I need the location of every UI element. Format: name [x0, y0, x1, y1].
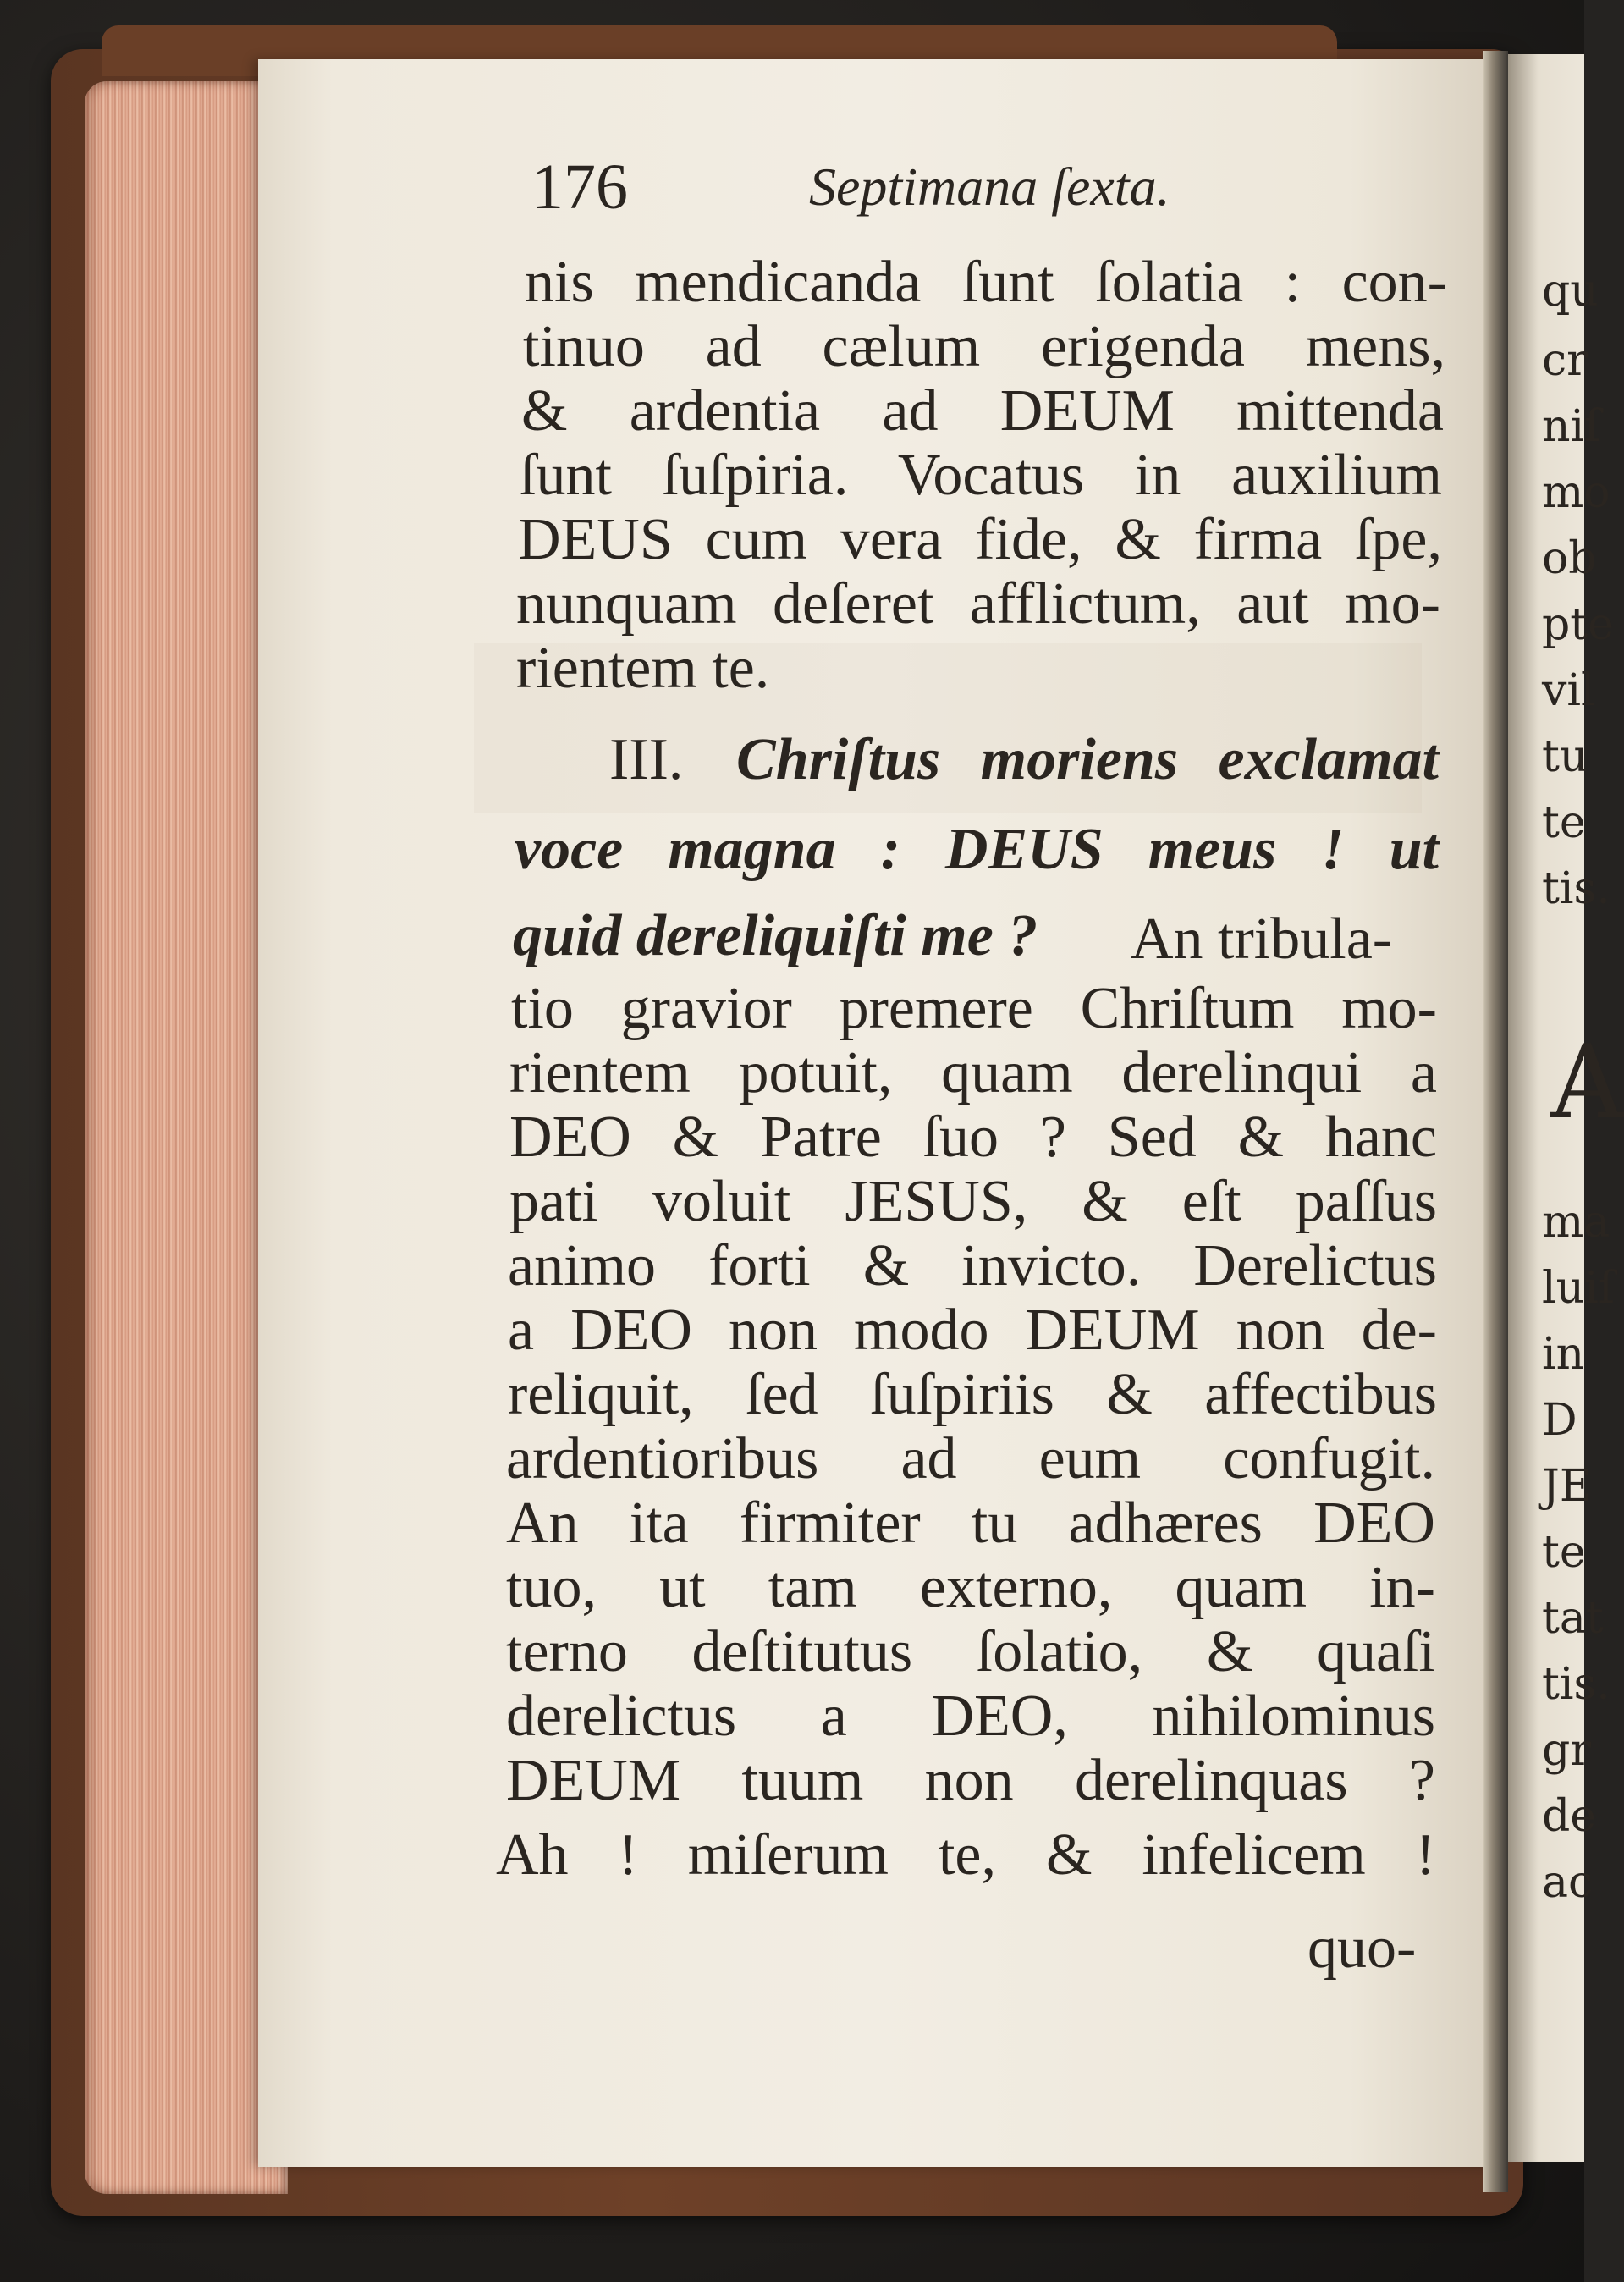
- text-line: derelictus a DEO, nihilominus: [506, 1684, 1435, 1749]
- text-line: a DEO non modo DEUM non de-: [508, 1298, 1437, 1363]
- facing-fragment: mo: [1542, 467, 1610, 518]
- facing-fragment: niſ: [1542, 401, 1601, 452]
- text-line: nis mendicanda ſunt ſolatia : con-: [525, 250, 1447, 315]
- facing-fragment: tat: [1542, 1593, 1604, 1644]
- text-line: terno deſtitutus ſolatio, & quaſi: [506, 1619, 1435, 1684]
- text-line: DEUS cum vera fide, & firma ſpe,: [518, 507, 1442, 572]
- facing-fragment-initial: A: [1550, 1024, 1624, 1142]
- italic-line: voce magna : DEUS meus ! ut: [515, 817, 1439, 882]
- facing-fragment: tis.: [1542, 863, 1610, 914]
- text-line: DEO & Patre ſuo ? Sed & hanc: [509, 1105, 1437, 1170]
- facing-fragment: vil: [1542, 665, 1595, 716]
- facing-fragment: JE: [1542, 1461, 1592, 1512]
- text-line: DEUM tuum non derelinquas ?: [506, 1748, 1435, 1813]
- facing-fragment: cr: [1542, 335, 1588, 386]
- running-head: [531, 151, 1445, 223]
- facing-fragment: D: [1542, 1395, 1577, 1446]
- text-line: reliquit, ſed ſuſpiriis & affectibus: [508, 1362, 1437, 1427]
- italic-line: quid dereliquiſti me ?: [513, 903, 1038, 968]
- text-line: rientem potuit, quam derelinqui a: [509, 1040, 1437, 1105]
- page-edges-red-stained: [85, 81, 288, 2194]
- facing-fragment: luiſ: [1542, 1263, 1615, 1314]
- facing-fragment: in: [1542, 1329, 1585, 1380]
- text-line: animo forti & invicto. Derelictus: [508, 1233, 1437, 1298]
- text-line: An ita firmiter tu adhæres DEO: [506, 1491, 1435, 1556]
- running-title: Septimana ſexta.: [809, 157, 1170, 217]
- facing-fragment: te: [1542, 797, 1586, 848]
- text-line: pati voluit JESUS, & eſt paſſus: [509, 1169, 1437, 1234]
- facing-fragment: tu: [1542, 731, 1588, 782]
- facing-fragment: ac: [1542, 1857, 1594, 1908]
- paragraph-numeral: III.: [609, 727, 684, 792]
- page-number: 176: [531, 152, 628, 223]
- text-line: & ardentia ad DEUM mittenda: [521, 378, 1444, 444]
- text-line: rientem te.: [516, 636, 770, 701]
- text-line: tuo, ut tam externo, quam in-: [506, 1555, 1435, 1620]
- facing-fragment: ob: [1542, 533, 1597, 584]
- facing-fragment: te: [1542, 1527, 1586, 1578]
- text-line: An tribula-: [1131, 907, 1393, 972]
- text-line: tio gravior premere Chriſtum mo-: [511, 976, 1437, 1041]
- italic-line: Chriſtus moriens exclamat: [736, 727, 1439, 792]
- facing-fragment: qu: [1542, 266, 1599, 317]
- text-line: tinuo ad cælum erigenda mens,: [523, 314, 1445, 379]
- facing-fragment: tis.: [1542, 1659, 1610, 1710]
- text-line: Ah ! miſerum te, & infelicem !: [496, 1822, 1435, 1888]
- facing-fragment: de: [1542, 1791, 1597, 1842]
- facing-fragment: gr: [1542, 1725, 1592, 1776]
- text-line: nunquam deſeret afflictum, aut mo-: [516, 571, 1440, 637]
- text-line: ſunt ſuſpiria. Vocatus in auxilium: [520, 443, 1442, 508]
- facing-fragment: ma: [1542, 1197, 1610, 1248]
- facing-fragment: pte: [1542, 599, 1614, 650]
- text-line: ardentioribus ad eum confugit.: [506, 1426, 1435, 1491]
- book-gutter: [1483, 51, 1508, 2192]
- catchword: quo-: [1307, 1915, 1417, 1981]
